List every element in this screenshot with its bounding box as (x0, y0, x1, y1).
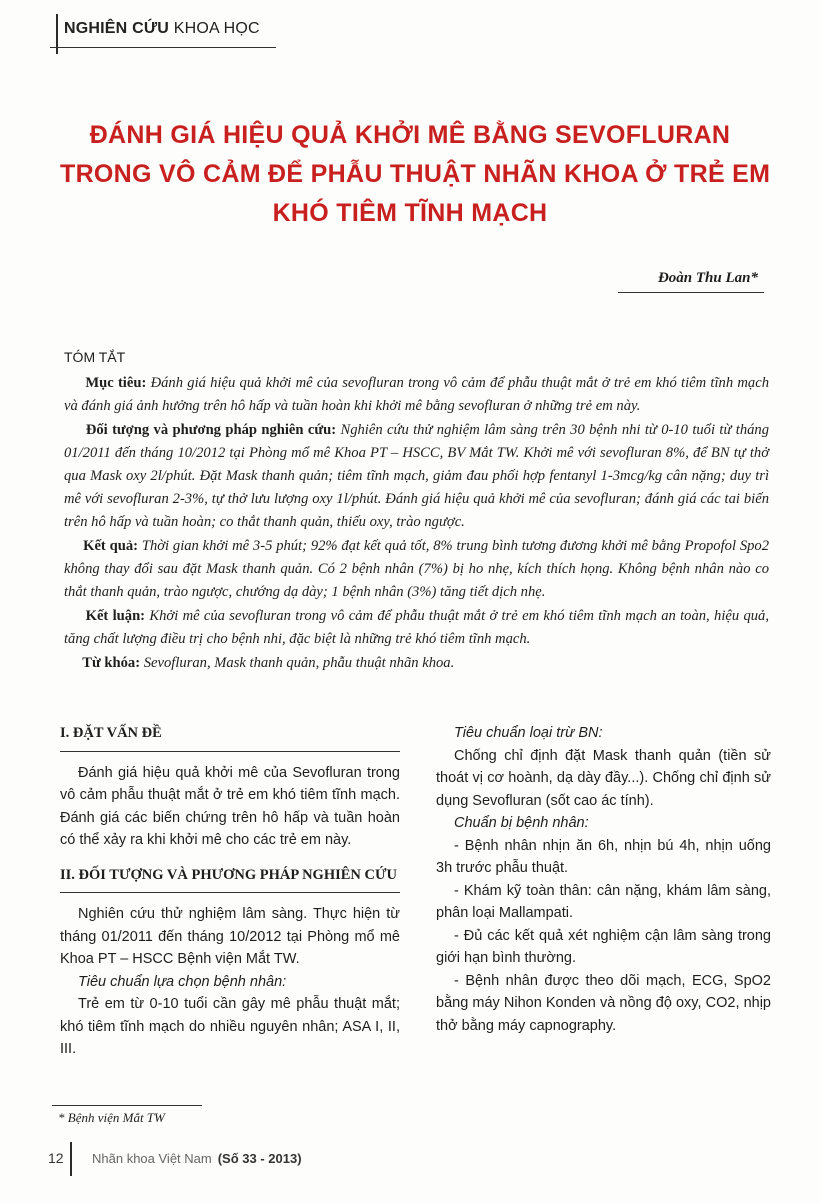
prep-item: - Đủ các kết quả xét nghiệm cận lâm sàng trong giới hạn bình thường. (436, 927, 771, 966)
inclusion-criteria-text: Trẻ em từ 0-10 tuổi cần gây mê phẫu thuật mắt; khó tiêm tĩnh mạch do nhiều nguyên nhân; ASA I, II, III. (60, 996, 400, 1057)
section-2-rule (60, 892, 400, 893)
journal-name: Nhãn khoa Việt Nam (92, 1151, 212, 1166)
abstract-heading: TÓM TẮT (64, 349, 126, 365)
inclusion-criteria-heading: Tiêu chuẩn lựa chọn bệnh nhân: (78, 973, 287, 990)
section-2-heading: II. ĐỐI TƯỢNG VÀ PHƯƠNG PHÁP NGHIÊN CỨU (60, 866, 398, 883)
left-column (60, 722, 400, 1061)
header-vertical-rule (56, 14, 58, 54)
section-2-text: Nghiên cứu thử nghiệm lâm sàng. Thực hiện từ tháng 01/2011 đến tháng 10/2012 tại Phòng mổ mê Khoa PT – HSCC Bệnh viện Mắt TW. (60, 906, 400, 967)
page-number: 12 (48, 1150, 64, 1166)
results-text: Thời gian khởi mê 3-5 phút; 92% đạt kết quả tốt, 8% trung bình tương đương khởi mê bằng Propofol Spo2 không thay đổi sau đặt Mask thanh quản. Có 2 bệnh nhân (7%) bị ho nhẹ, kích thích họng. Không bệnh nhân nào co thắt thanh quản, trào ngược, chướng dạ dày; 1 bệnh nhân (3%) tăng tiết dịch nhẹ. (64, 538, 770, 600)
methods-label: Đối tượng và phương pháp nghiên cứu: (85, 422, 337, 438)
keywords-label: Từ khóa: (82, 655, 141, 671)
running-head (64, 20, 260, 38)
running-head-bold: NGHIÊN CỨU (64, 20, 170, 37)
abstract (64, 346, 769, 676)
prep-item: - Bệnh nhân nhịn ăn 6h, nhịn bú 4h, nhịn uống 3h trước phẫu thuật. (436, 837, 771, 876)
section-1-heading: I. ĐẶT VẤN ĐỀ (60, 725, 162, 741)
methods-text: Nghiên cứu thử nghiệm lâm sàng trên 30 bệnh nhi từ 0-10 tuổi từ tháng 01/2011 đến tháng 10/2012 tại Phòng mổ mê Khoa PT – HSCC, BV Mắt TW. Khởi mê với sevofluran 8%, để BN tự thở qua Mask oxy 2l/phút. Đặt Mask thanh quản; tiêm tĩnh mạch, giảm đau phối hợp fentanyl 1-3mcg/kg cân nặng; duy trì mê với sevofluran 2-3%, tự thở lưu lượng oxy 1l/phút. Đánh giá hiệu quả khởi mê của sevofluran; đánh giá các tai biến trên hô hấp và tuần hoàn; co thắt thanh quản, thiếu oxy, trào ngược. (64, 422, 770, 530)
title-line-3: KHÓ TIÊM TĨNH MẠCH (272, 199, 548, 227)
abstract-conclusion (64, 605, 769, 651)
objective-text: Đánh giá hiệu quả khởi mê của sevofluran trong vô cảm để phẫu thuật mắt ở trẻ em khó tiêm tĩnh mạch và đánh giá ảnh hưởng trên hô hấp và tuần hoàn khi khởi mê bằng sevofluran ở những trẻ em này. (64, 375, 769, 414)
title-line-1: ĐÁNH GIÁ HIỆU QUẢ KHỞI MÊ BẰNG SEVOFLURAN (89, 121, 731, 149)
section-1-text: Đánh giá hiệu quả khởi mê của Sevofluran trong vô cảm phẫu thuật mắt ở trẻ em khó tiêm tĩnh mạch. Đánh giá các biến chứng trên hô hấp và tuần hoàn có thể xảy ra khi khởi mê cho các trẻ em này. (60, 764, 400, 848)
prep-item: - Khám kỹ toàn thân: cân nặng, khám lâm sàng, phân loại Mallampati. (436, 882, 771, 921)
abstract-methods (64, 419, 769, 534)
abstract-objective (64, 372, 769, 418)
objective-label: Mục tiêu: (85, 375, 147, 391)
running-head-light: KHOA HỌC (173, 20, 260, 37)
journal-issue: (Số 33 - 2013) (217, 1151, 302, 1166)
conclusion-label: Kết luận: (85, 608, 146, 624)
keywords-text: Sevofluran, Mask thanh quản, phẫu thuật nhãn khoa. (143, 655, 455, 671)
exclusion-criteria-text: Chống chỉ định đặt Mask thanh quản (tiền sử thoát vị cơ hoành, dạ dày đầy...). Chống chỉ định sử dụng Sevofluran (sốt cao ác tính). (436, 747, 771, 809)
article-title (60, 116, 771, 233)
author-rule (618, 292, 764, 293)
title-line-2: TRONG VÔ CẢM ĐỂ PHẪU THUẬT NHÃN KHOA Ở TRẺ EM (60, 160, 771, 188)
header-underline (50, 47, 276, 48)
exclusion-criteria-heading: Tiêu chuẩn loại trừ BN: (454, 725, 603, 741)
results-label: Kết quả: (83, 538, 138, 554)
abstract-keywords (64, 652, 769, 675)
abstract-results (64, 535, 769, 604)
footer-vertical-rule (70, 1142, 72, 1176)
prep-item: - Bệnh nhân được theo dõi mạch, ECG, SpO2 bằng máy Nihon Konden và nồng độ oxy, CO2, nhịp thở bằng máy capnography. (436, 972, 771, 1034)
footnote-rule (52, 1105, 202, 1106)
patient-prep-heading: Chuẩn bị bệnh nhân: (454, 815, 589, 831)
footnote: * Bệnh viện Mắt TW (58, 1110, 165, 1125)
conclusion-text: Khởi mê của sevofluran trong vô cảm để phẫu thuật mắt ở trẻ em khó tiêm tĩnh mạch an toàn, hiệu quả, tăng chất lượng điều trị cho bệnh nhi, đặc biệt là những trẻ khó tiêm tĩnh mạch. (64, 608, 770, 647)
author-name: Đoàn Thu Lan* (657, 270, 758, 286)
right-column (436, 722, 771, 1037)
section-1-rule (60, 751, 400, 752)
journal-footer (92, 1151, 302, 1166)
